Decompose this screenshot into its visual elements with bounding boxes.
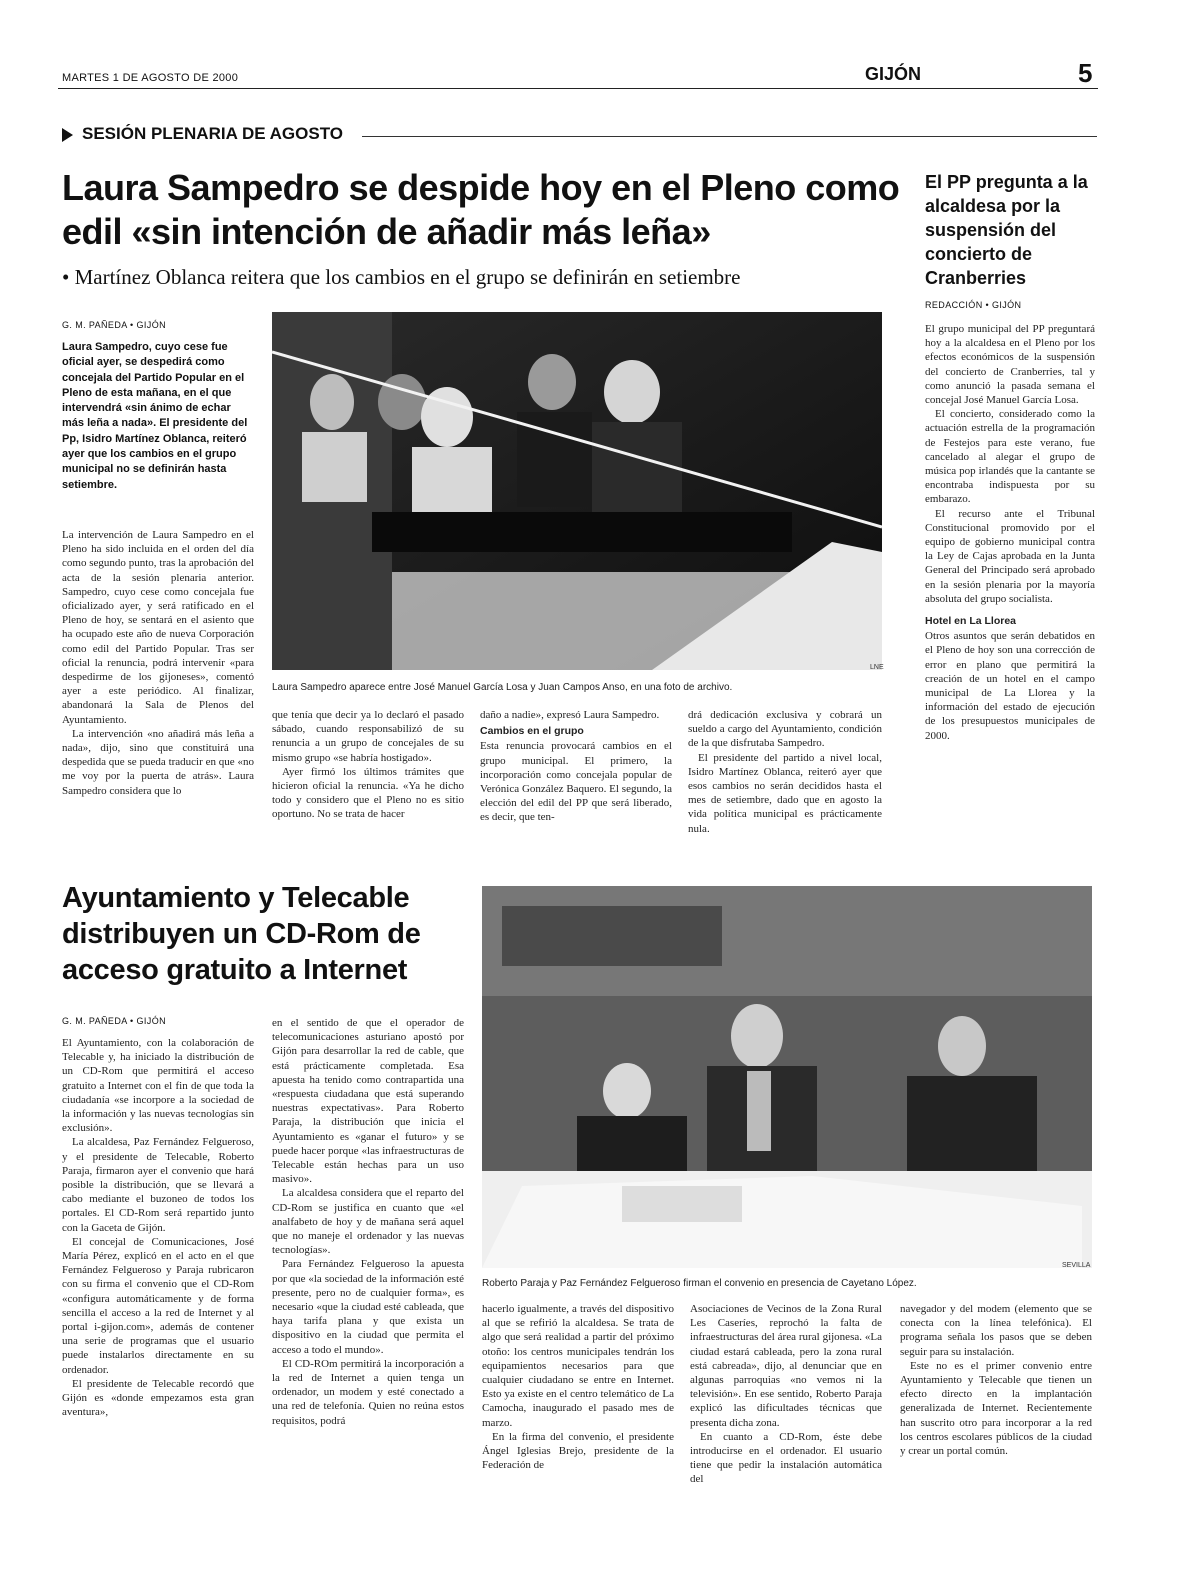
paragraph: Esta renuncia provocará cambios en el grupo municipal. El primero, la incorporación como concejala popular de Verónica González Baquero. El segundo, la elección del edil del PP que será liberado, es decir, que ten- (480, 740, 672, 824)
paragraph: Ayer firmó los últimos trámites que hicieron oficial la renuncia. «Ya he dicho todo y considero que el Pleno no es sitio oportuno. No se trata de hacer (272, 765, 464, 821)
paragraph: navegador y del modem (elemento que se conecta con la línea telefónica). El programa señala los pasos que se deben seguir para su instalación. (900, 1303, 1092, 1358)
article2-photo-credit: SEVILLA (1062, 1262, 1091, 1269)
article2-column-5 (900, 1302, 1092, 1458)
article1-photo-credit: LNE (870, 664, 884, 671)
paragraph: hacerlo igualmente, a través del dispositivo al que se refirió la alcaldesa. Se trata de algo que será realidad a partir del próximo otoño: los centros municipales tendrán los equipamientos necesarios para que cualquier ciudadano se entre en Internet. Esto ya existe en el centro telemático de La Camocha, inaugurado el pasado mes de marzo. (482, 1303, 674, 1429)
article1-photo (272, 312, 882, 670)
article2-photo (482, 886, 1092, 1268)
article2-column-3 (482, 1302, 674, 1472)
paragraph: El presidente de Telecable recordó que Gijón es «donde empezamos esta gran aventura», (62, 1377, 254, 1419)
paragraph: En cuanto a CD-Rom, éste debe introducirse en el ordenador. El usuario tiene que pedir la instalación automática del (690, 1430, 882, 1486)
article2-column-1 (62, 1036, 254, 1419)
paragraph: El CD-ROm permitirá la incorporación a la red de Internet a quien tenga un ordenador, un modem y esté conectado a una red de telefonía. Quien no reúna estos requisitos, podrá (272, 1357, 464, 1427)
paragraph: La alcaldesa, Paz Fernández Felgueroso, y el presidente de Telecable, Roberto Paraja, firmaron ayer el convenio que hará posible la distribución, que se llevará a cabo mediante el buzoneo de todos los portales. El CD-Rom será repartido junto con la Gaceta de Gijón. (62, 1136, 254, 1234)
paragraph: La intervención «no añadirá más leña a nada», dijo, sino que constituirá una despedida que se pueda traducir en que «no me voy por la puerta de atrás». Laura Sampedro considera que lo (62, 727, 254, 797)
paragraph: Este no es el primer convenio entre Ayuntamiento y Telecable que tienen un efecto directo en la implantación generalizada de Internet. Recientemente han suscrito otro para incorporar a la red los centros escolares públicos de la ciudad y crear un portal común. (900, 1359, 1092, 1458)
article1-byline: G. M. PAÑEDA • GIJÓN (62, 320, 166, 330)
paragraph: La alcaldesa considera que el reparto del CD-Rom se justifica en cuanto que «el analfabeto de hoy y de mañana será aquel que no maneje el ordenador y las nuevas tecnologías». (272, 1187, 464, 1257)
paragraph: Asociaciones de Vecinos de la Zona Rural Les Caseríes, reprochó la falta de infraestructuras del área rural gijonesa. «La ciudad estará cableada, pero la zona rural está cabreada», dijo, al denunciar que en algunas parroquias «no vemos ni la televisión». En ese sentido, Roberto Paraja explicó las dificultades técnicas que presenta dicha zona. (690, 1303, 882, 1429)
article1-headline: Laura Sampedro se despide hoy en el Pleno como edil «sin intención de añadir más leña» (62, 167, 900, 252)
paragraph: En la firma del convenio, el presidente Ángel Iglesias Brejo, presidente de la Federación de (482, 1430, 674, 1472)
sidebar-byline: REDACCIÓN • GIJÓN (925, 300, 1022, 310)
paragraph: Para Fernández Felgueroso la apuesta por que «la sociedad de la información esté presente, pero no de cualquier forma», es necesario «que la ciudad esté cableada, que haya tarifa plana y que exista un dispositivo en la ciudad que permita el acceso a todo el mundo». (272, 1258, 464, 1356)
article1-lead: Laura Sampedro, cuyo cese fue oficial ayer, se despedirá como concejala del Partido Popular en el Pleno de esta mañana, en el que intervendrá «sin ánimo de echar más leña a nada». El presidente del Pp, Isidro Martínez Oblanca, reiteró ayer que los cambios en el grupo municipal no se definirán hasta setiembre. (62, 341, 248, 491)
article1-column-4 (688, 708, 882, 836)
kicker-rule (362, 136, 1097, 137)
article1-column-3 (480, 708, 672, 825)
sidebar-headline: El PP pregunta a la alcaldesa por la suspensión del concierto de Cranberries (925, 172, 1088, 288)
paragraph: que tenía que decir ya lo declaró el pasado sábado, cuando responsabilizó de su renuncia a un grupo de concejales de su mismo grupo «se habría hostigado». (272, 709, 464, 764)
paragraph: Otros asuntos que serán debatidos en el Pleno de hoy son una corrección de error en plano que permitirá la creación de un hotel en el campo municipal de La Llorea y la información del estado de ejecución de los presupuestos municipales de 2000. (925, 630, 1095, 742)
article1-column-1 (62, 528, 254, 798)
paragraph: drá dedicación exclusiva y cobrará un sueldo a cargo del Ayuntamiento, condición de la que disfrutaba Sampedro. (688, 709, 882, 750)
article2-headline: Ayuntamiento y Telecable distribuyen un CD-Rom de acceso gratuito a Internet (62, 882, 421, 986)
paragraph: en el sentido de que el operador de telecomunicaciones asturiano apostó por Gijón para desarrollar la red de cable, que está prácticamente completada. Esa apuesta ha tenido como contrapartida una «respuesta ciudadana que está superando nuestras expectativas». Para Roberto Paraja, la distribución que inicia el Ayuntamiento es «ganar el futuro» y se puede hacer porque «las infraestructuras de Telecable están hechas para un uso masivo». (272, 1017, 464, 1186)
article1-photo-caption: Laura Sampedro aparece entre José Manuel García Losa y Juan Campos Anso, en una foto de archivo. (272, 682, 733, 693)
article1-column-2 (272, 708, 464, 822)
article1-photo-image (272, 312, 882, 670)
article2-photo-image (482, 886, 1092, 1268)
paragraph: El Ayuntamiento, con la colaboración de Telecable y, ha iniciado la distribución de un CD-Rom que permitirá el acceso gratuito a Internet con el fin de que toda la ciudadanía «se incorpore a la sociedad de la información y las nuevas tecnologías sin exclusión». (62, 1037, 254, 1135)
paragraph: daño a nadie», expresó Laura Sampedro. (480, 709, 660, 721)
sidebar-body (925, 322, 1095, 743)
kicker: SESIÓN PLENARIA DE AGOSTO (82, 124, 344, 143)
issue-date: MARTES 1 DE AGOSTO DE 2000 (62, 72, 239, 84)
section-name: GIJÓN (865, 64, 922, 84)
paragraph: El concierto, considerado como la actuación estrella de la programación de Festejos para este verano, fue cancelado al alegar el grupo de música pop irlandés que la cantante se encontraba indispuesta por su embarazo. (925, 408, 1095, 506)
article2-photo-caption: Roberto Paraja y Paz Fernández Felgueroso firman el convenio en presencia de Cayetano López. (482, 1278, 917, 1289)
article1-subtitle: Cambios en el grupo (480, 725, 584, 738)
article2-column-4 (690, 1302, 882, 1487)
article2-byline: G. M. PAÑEDA • GIJÓN (62, 1016, 166, 1026)
article1-subhead: • Martínez Oblanca reitera que los cambios en el grupo se definirán en setiembre (62, 265, 741, 289)
paragraph: La intervención de Laura Sampedro en el Pleno ha sido incluida en el orden del día como segundo punto, tras la aprobación del acta de la sesión plenaria anterior. Sampedro, cuyo cese como concejala fue oficializado ayer, y será ratificado en el Pleno de hoy, se sentará en el asiento que ha ocupado este año de nueva Corporación como edil del Partido Popular. Tras ser oficial la renuncia, podrá intervenir «para despedirme de los gijoneses», comentó ayer a este periódico. Al finalizar, abandonará la Sala de Plenos del Ayuntamiento. (62, 529, 254, 726)
paragraph: El recurso ante el Tribunal Constitucional promovido por el equipo de gobierno municipal contra la Ley de Cajas aprobada en la Junta General del Principado será aprobado en la sesión plenaria por la mayoría absoluta del grupo socialista. (925, 507, 1095, 605)
paragraph: El concejal de Comunicaciones, José María Pérez, explicó en el acto en el que Fernández Felgueroso y Paraja rubricaron con su firma el convenio que el CD-Rom «configura automáticamente y de forma sencilla el acceso a la red de Internet y al portal i-gijon.com», además de contener una serie de programas que el usuario puede instalarlos directamente en su ordenador. (62, 1235, 254, 1376)
page-number: 5 (1078, 58, 1093, 88)
sidebar-subtitle: Hotel en La Llorea (925, 615, 1017, 628)
paragraph: El presidente del partido a nivel local, Isidro Martínez Oblanca, reiteró ayer que esos cambios no serán decididos hasta el mes de setiembre, dado que en agosto la vida política municipal es prácticamente nula. (688, 751, 882, 835)
header-rule (58, 88, 1098, 89)
paragraph: El grupo municipal del PP preguntará hoy a la alcaldesa en el Pleno por los efectos económicos de la suspensión del concierto de Cranberries, tal y como anunció la pasada semana el concejal José Manuel García Losa. (925, 323, 1095, 407)
article2-column-2 (272, 1016, 464, 1428)
kicker-arrow-icon (62, 128, 73, 142)
